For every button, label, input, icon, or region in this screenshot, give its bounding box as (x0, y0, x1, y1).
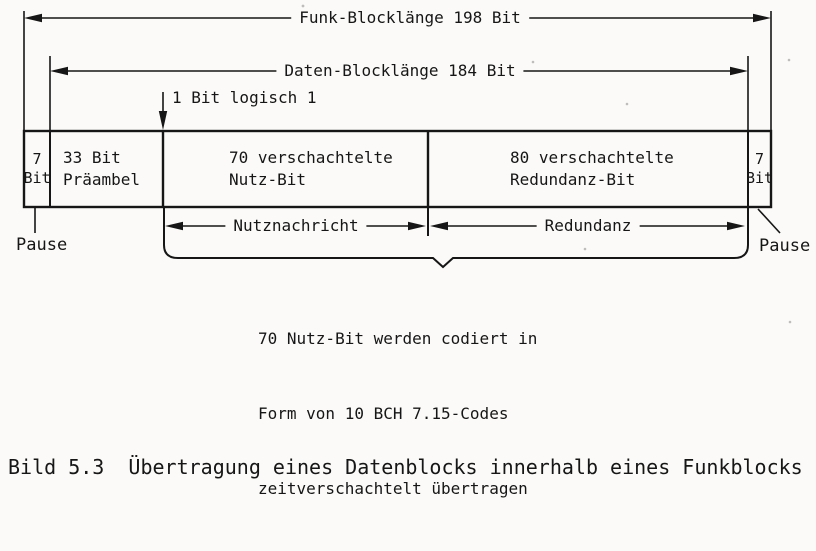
cell-line: Präambel (63, 170, 141, 189)
cell-line: Bit (745, 169, 774, 187)
cell-line: 7 (754, 150, 765, 168)
arrowhead-right-icon (408, 222, 426, 230)
cell-redundanz-bit (428, 131, 748, 207)
daten-blocklaenge-label: Daten-Blocklänge 184 Bit (276, 62, 523, 80)
cell-line: Nutz-Bit (229, 170, 307, 189)
cell-pause-left (24, 131, 50, 207)
arrowhead-left-icon (24, 14, 42, 22)
cell-line: Bit (23, 169, 51, 187)
bit-logisch-label: 1 Bit logisch 1 (172, 88, 317, 107)
scan-speck (584, 248, 587, 251)
coding-note-line: Form von 10 BCH 7.15-Codes (258, 404, 509, 423)
cell-pause-right (745, 131, 774, 207)
figure-caption: Bild 5.3 Übertragung eines Datenblocks innerhalb eines Funkblocks (8, 455, 803, 479)
arrowhead-right-icon (730, 67, 748, 75)
arrowhead-left-icon (430, 222, 448, 230)
pause-right-label: Pause (759, 236, 811, 256)
scan-speck (302, 5, 305, 8)
scan-speck (532, 61, 535, 64)
coding-note-line: 70 Nutz-Bit werden codiert in (258, 329, 538, 348)
scan-speck (789, 321, 792, 324)
pause-left-label: Pause (16, 235, 68, 255)
arrowhead-right-icon (753, 14, 771, 22)
pause-right-leader-line (758, 209, 780, 233)
cell-line: 70 verschachtelte (229, 148, 393, 167)
cell-line: Redundanz-Bit (510, 170, 636, 189)
cell-line: 7 (32, 150, 42, 168)
coding-note (258, 276, 537, 551)
arrowhead-left-icon (165, 222, 183, 230)
arrowhead-right-icon (727, 222, 745, 230)
funk-blocklaenge-label: Funk-Blocklänge 198 Bit (291, 9, 529, 27)
arrowhead-down-icon (159, 111, 167, 130)
scan-speck (626, 103, 629, 106)
cell-nutz-bit (163, 131, 428, 207)
arrowhead-left-icon (50, 67, 68, 75)
scan-speck (788, 59, 791, 62)
cell-line: 80 verschachtelte (510, 148, 674, 167)
cell-praeambel (50, 131, 163, 207)
nutznachricht-label: Nutznachricht (225, 217, 366, 235)
cell-line: 33 Bit (63, 148, 121, 167)
redundanz-label: Redundanz (537, 217, 640, 235)
coding-note-line: zeitverschachtelt übertragen (258, 479, 528, 498)
